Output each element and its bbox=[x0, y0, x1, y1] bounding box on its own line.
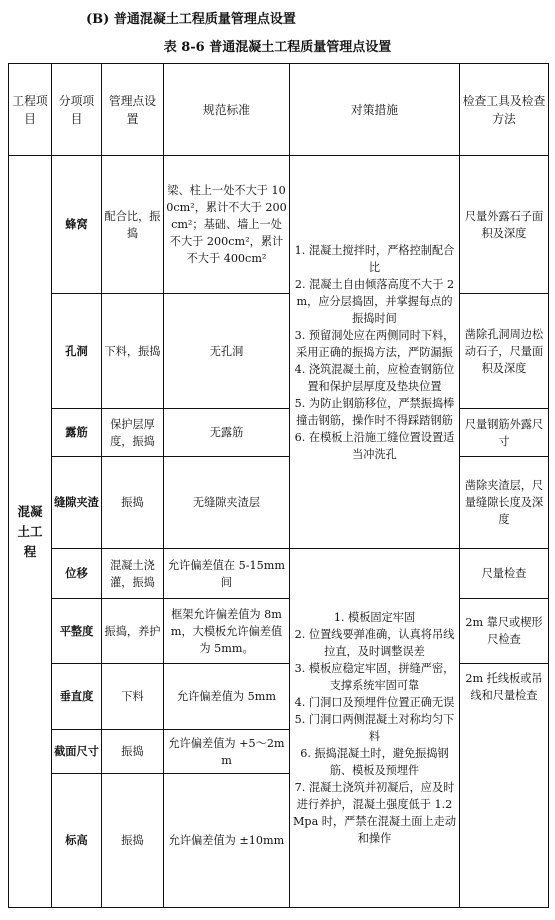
sub-item-cell: 位移 bbox=[52, 549, 102, 599]
measure-item: 4. 门洞口及预埋件位置正确无误 bbox=[294, 696, 455, 709]
sub-item-cell: 缝隙夹渣 bbox=[52, 457, 102, 549]
project-name: 混凝土工程 bbox=[17, 503, 43, 559]
measure-item: 4. 浇筑混凝土前，应检查钢筋位置和保护层厚度及垫块位置 bbox=[294, 362, 455, 393]
sub-item-cell: 露筋 bbox=[52, 409, 102, 457]
measure-item: 5. 为防止钢筋移位，严禁振捣棒撞击钢筋，操作时不得踩踏钢筋 bbox=[294, 396, 455, 427]
measures-group-1 bbox=[290, 156, 460, 549]
quality-control-table bbox=[8, 63, 549, 908]
standard-cell: 框架允许偏差值为 8mm，大模板允许偏差值为 5mm。 bbox=[164, 599, 290, 664]
measure-item: 2. 位置线要弹准确，认真将吊线拉直，及时调整误差 bbox=[294, 628, 455, 658]
measure-item: 1. 模板固定牢固 bbox=[333, 611, 416, 624]
header-sub-item: 分项项目 bbox=[52, 64, 102, 156]
standard-cell: 允许偏差值在 5-15mm 间 bbox=[164, 549, 290, 599]
control-point-cell: 下料 bbox=[102, 664, 164, 730]
measure-item: 7. 混凝土浇筑并初凝后，应及时进行养护，混凝土强度低于 1.2Mpa 时，严禁在混凝土面上走动和操作 bbox=[292, 781, 457, 845]
control-point-cell: 振捣 bbox=[102, 730, 164, 774]
header-engineering-item: 工程项目 bbox=[9, 64, 52, 156]
inspection-cell: 2m 托线板或吊线和尺量检查 bbox=[460, 664, 549, 908]
control-point-cell: 振捣 bbox=[102, 774, 164, 908]
measure-item: 5. 门洞口两侧混凝土对称均匀下料 bbox=[294, 713, 455, 743]
standard-cell: 无露筋 bbox=[164, 409, 290, 457]
measure-item: 6. 振捣混凝土时，避免振捣钢筋、模板及预埋件 bbox=[300, 747, 449, 777]
control-point-cell: 混凝土浇灌，振捣 bbox=[102, 549, 164, 599]
standard-cell: 允许偏差值为 5mm bbox=[164, 664, 290, 730]
section-title: (B) 普通混凝土工程质量管理点设置 bbox=[86, 12, 296, 27]
table-caption: 表 8-6 普通混凝土工程质量管理点设置 bbox=[163, 40, 392, 55]
inspection-cell: 凿除孔洞周边松动石子，尺量面积及深度 bbox=[460, 294, 549, 409]
sub-item-cell: 蜂窝 bbox=[52, 156, 102, 294]
measure-item: 1. 混凝土搅拌时，严格控制配合比 bbox=[294, 243, 455, 274]
control-point-cell: 配合比，振捣 bbox=[102, 156, 164, 294]
project-name-cell bbox=[9, 156, 52, 908]
standard-cell: 允许偏差值为 ±10mm bbox=[164, 774, 290, 908]
measure-item: 2. 混凝土自由倾落高度不大于 2m，应分层捣固，并掌握每点的振捣时间 bbox=[294, 277, 455, 325]
sub-item-cell: 孔洞 bbox=[52, 294, 102, 409]
measure-item: 3. 预留洞处应在两侧同时下料，采用正确的振捣方法，严防漏振 bbox=[294, 328, 455, 359]
inspection-cell: 2m 靠尺或楔形尺检查 bbox=[460, 599, 549, 664]
standard-cell: 梁、柱上一处不大于 100cm²，累计不大于 200cm²；基础、墙上一处不大于 200cm²，累计不大于 400cm² bbox=[164, 156, 290, 294]
measure-item: 3. 模板应稳定牢固，拼缝严密，支撑系统牢固可靠 bbox=[294, 662, 455, 692]
header-standard: 规范标准 bbox=[164, 64, 290, 156]
control-point-cell: 振捣 bbox=[102, 457, 164, 549]
standard-cell: 无孔洞 bbox=[164, 294, 290, 409]
sub-item-cell: 截面尺寸 bbox=[52, 730, 102, 774]
inspection-cell: 尺量外露石子面积及深度 bbox=[460, 156, 549, 294]
standard-cell: 允许偏差值为 +5～2mm bbox=[164, 730, 290, 774]
sub-item-cell: 标高 bbox=[52, 774, 102, 908]
control-point-cell: 保护层厚度，振捣 bbox=[102, 409, 164, 457]
control-point-cell: 下料，振捣 bbox=[102, 294, 164, 409]
sub-item-cell: 平整度 bbox=[52, 599, 102, 664]
header-inspection: 检查工具及检查方法 bbox=[460, 64, 549, 156]
header-control-point: 管理点设置 bbox=[102, 64, 164, 156]
header-measures: 对策措施 bbox=[290, 64, 460, 156]
measures-group-2 bbox=[290, 549, 460, 908]
sub-item-cell: 垂直度 bbox=[52, 664, 102, 730]
inspection-cell: 尺量钢筋外露尺寸 bbox=[460, 409, 549, 457]
control-point-cell: 振捣，养护 bbox=[102, 599, 164, 664]
inspection-cell: 凿除夹渣层，尺量缝隙长度及深度 bbox=[460, 457, 549, 549]
inspection-cell: 尺量检查 bbox=[460, 549, 549, 599]
measure-item: 6. 在模板上沿施工缝位置设置适当冲洗孔 bbox=[294, 430, 455, 461]
standard-cell: 无缝隙夹渣层 bbox=[164, 457, 290, 549]
